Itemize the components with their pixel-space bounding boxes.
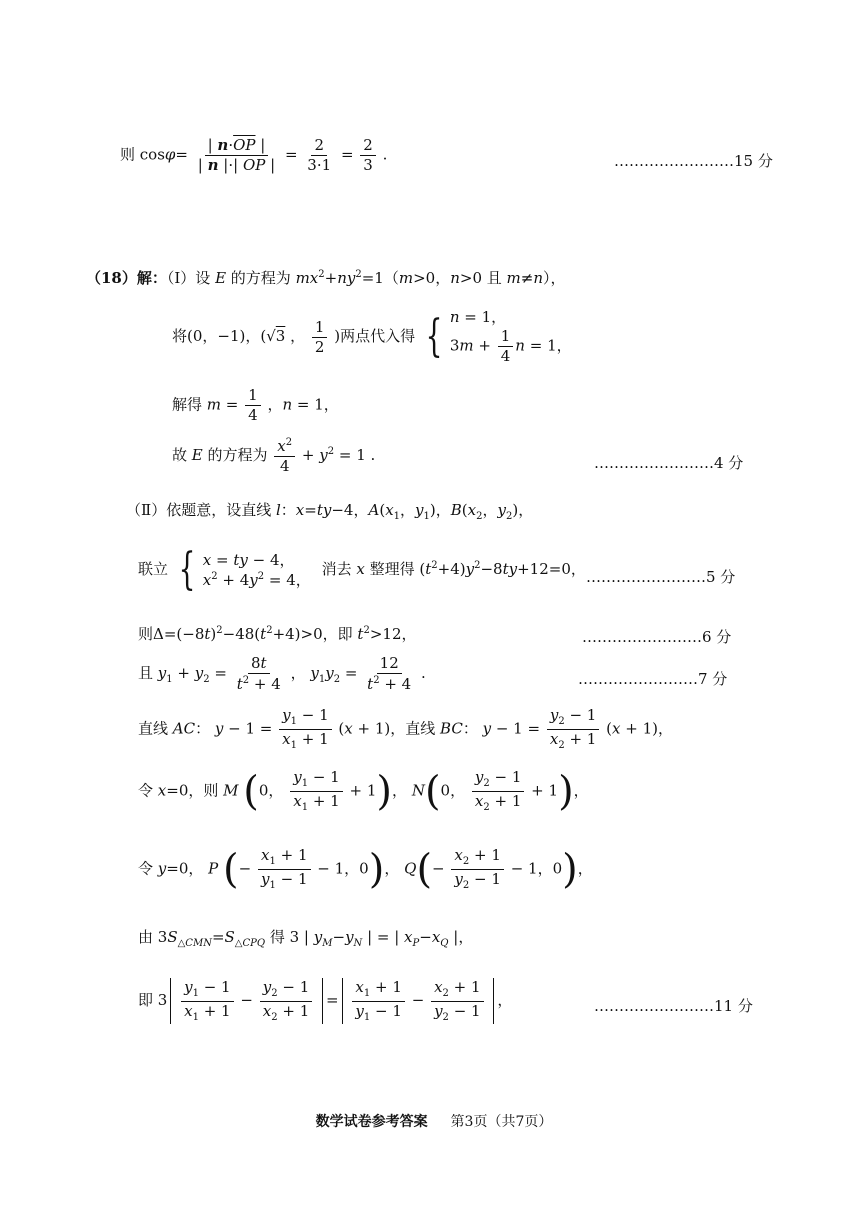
line-part-ii: （Ⅱ）依题意，设直线 l：x=ty−4，$A(x_1$，$y_1$)，$B(x_2$，$y_2$)，	[126, 501, 534, 522]
page-footer	[0, 1111, 868, 1131]
score-15: ……………………15 分	[614, 152, 773, 170]
footer-title: 数学试卷参考答案	[315, 1114, 428, 1130]
line-substitute: 将(0，−1)，(√3 ， $\frac{1}{2}$ )两点代入得 { n = 1， 3m + $\frac{1}{4}$ n = 1，	[172, 308, 572, 365]
line-vieta: 且 $y_1 + y_2$ = $\frac{8t}{t^2 + 4}$ ， $y_1y_2$ = $\frac{12}{t^2 + 4}$ .	[138, 654, 426, 693]
line-cos-phi: 则 cosφ= $\frac{| n\cdot\overline{OP} |}{| n |\cdot| \overline{OP} |}$ = $\frac{2}{3\cdot 1}$ = $\frac{2}{3}$ .	[120, 136, 388, 174]
line-m-n: 令 x=0，则 M (0， $\frac{y_1 - 1}{x_1 + 1}$ + 1)， N(0， $\frac{y_2 - 1}{x_2 + 1}$ + 1)，	[138, 768, 589, 815]
line-absolute-equation: 即 3 $\frac{y_1 - 1}{x_1 + 1}$ − $\frac{y_2 - 1}{x_2 + 1}$ = $\frac{x_1 + 1}{y_1 - 1}$ − $\frac{x_2 + 1}{y_2 - 1}$ ，	[138, 977, 513, 1023]
score-7: ……………………7 分	[578, 670, 728, 688]
line-delta: 则$\Delta=(-8t)^2-48(t^2+4)>0$，即 $t^2>12$，	[138, 625, 417, 643]
problem-18-heading: （18）解：（Ⅰ）设 E 的方程为 $mx^2+ny^2=1(m>0$，n>0 且 m≠n），	[86, 269, 566, 287]
line-ac-bc: 直线 AC： y − 1 = $\frac{y_1 - 1}{x_1 + 1}$ (x + 1)，直线 BC： y − 1 = $\frac{y_2 - 1}{x_2 + 1}$ (x + 1)，	[138, 706, 673, 751]
score-6: ……………………6 分	[582, 628, 732, 646]
fraction-cos: $\frac{| n\cdot\overline{OP} |}{| n |\cdot| \overline{OP} |}$	[197, 136, 276, 174]
equation-system-1: { n = 1， 3m + $\frac{1}{4}$ n = 1，	[425, 308, 572, 365]
score-5: ……………………5 分	[586, 568, 736, 586]
equation-system-2: { x = ty − 4， $x^2 + 4y^2 = 4$，	[178, 544, 311, 595]
footer-page-number: 第3页（共7页）	[450, 1114, 553, 1130]
score-4: ……………………4 分	[594, 454, 744, 472]
line-p-q: 令 y=0， P (− $\frac{x_1 + 1}{y_1 - 1}$ − 1，0)， Q(− $\frac{x_2 + 1}{y_2 - 1}$ − 1，0)，	[138, 846, 593, 893]
line-solve-m-n: 解得 m = $\frac{1}{4}$ ，n = 1，	[172, 386, 339, 424]
line-e-equation: 故 E 的方程为 $\frac{x^2}{4}$ + $y^2 = 1$ .	[172, 437, 376, 475]
score-11: ……………………11 分	[594, 997, 753, 1015]
line-area-relation: 由 $3S_{\triangle CMN}=S_{\triangle CPQ}$ 得 3 | $y_M-y_N$ | = | $x_P-x_Q$ |，	[138, 928, 474, 949]
line-simultaneous: 联立 { x = ty − 4， $x^2 + 4y^2 = 4$， 消去 x 整理得 $(t^2+4)y^2-8ty+12=0$，	[138, 544, 586, 595]
